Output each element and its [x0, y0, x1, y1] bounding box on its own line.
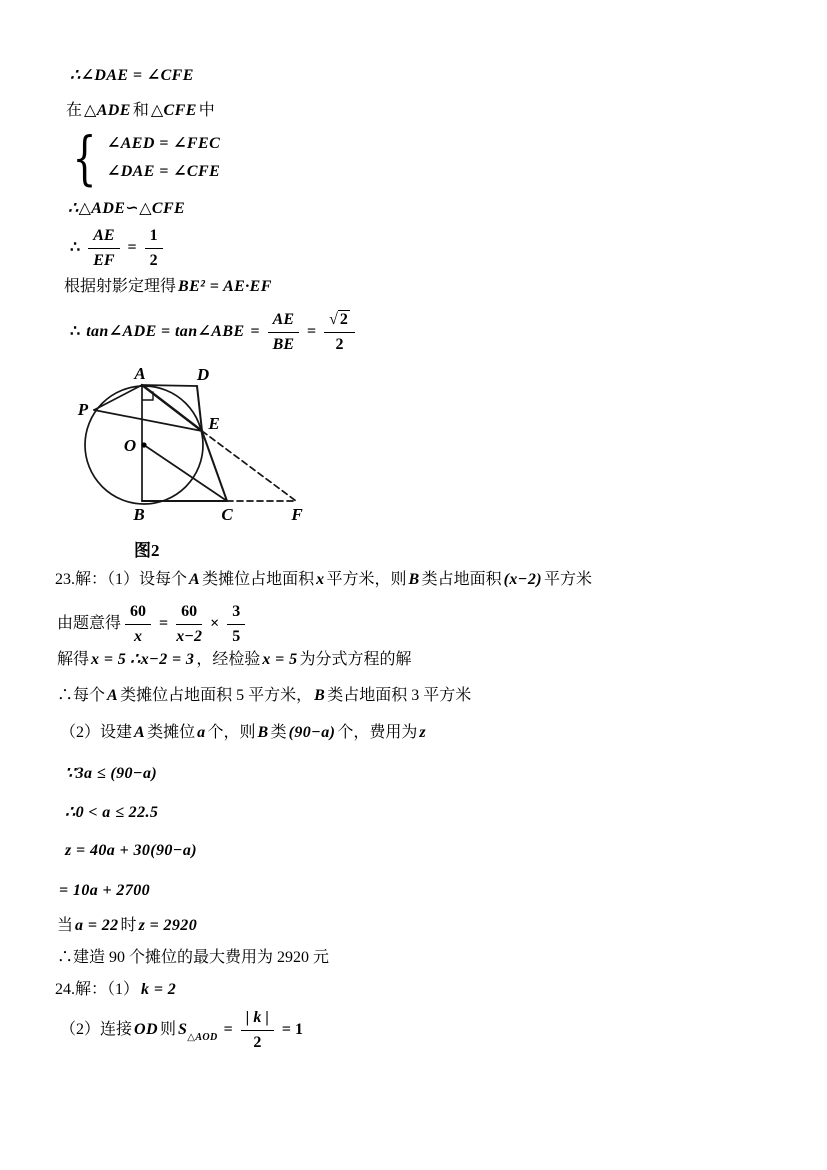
- zh-text: ，经检验: [196, 651, 261, 668]
- math-text: tan∠ADE = tan∠ABE: [86, 323, 245, 341]
- q24-part2-line: [60, 1008, 307, 1054]
- segment-ae: [142, 385, 202, 431]
- therefore-symbol: ∴: [70, 323, 81, 341]
- math-text: △ADE: [84, 102, 131, 119]
- equals-sign: =: [223, 1021, 233, 1039]
- zh-text: （2）连接: [60, 1021, 133, 1039]
- label-f: F: [291, 505, 303, 524]
- q23-inequality-line: [63, 764, 159, 785]
- numerator: 1: [145, 226, 163, 249]
- zh-text: 类摊位占地面积 5 平方米，: [120, 687, 313, 704]
- zh-text: 解得: [57, 651, 90, 668]
- zh-text: 为分式方程的解: [299, 651, 412, 668]
- math-text: A: [189, 571, 201, 588]
- zh-text: 由题意得: [57, 615, 122, 633]
- proof-line-in-triangles: [66, 101, 215, 122]
- math-text: ∵3a ≤ (90−a): [65, 765, 158, 782]
- therefore-symbol: ∴: [70, 239, 81, 257]
- label-e: E: [208, 414, 220, 433]
- math-text: A: [107, 687, 119, 704]
- zh-text: 23.解：（1）设每个: [55, 571, 188, 588]
- q24-part1-line: [55, 980, 178, 1001]
- zh-text: 类: [270, 724, 287, 741]
- s-letter: S: [177, 1020, 188, 1038]
- segment-oc: [144, 445, 227, 501]
- triangle-subscript: △AOD: [187, 1031, 218, 1043]
- math-text: k = 2: [141, 981, 177, 998]
- q23-simplified-line: [57, 881, 152, 902]
- math-text: x: [316, 571, 325, 588]
- math-text: z: [419, 724, 427, 741]
- math-text: B: [408, 571, 420, 588]
- equals-sign: =: [307, 323, 317, 341]
- zh-text: ∴建造 90 个摊位的最大费用为 2920 元: [57, 949, 330, 966]
- math-text: z = 2920: [138, 917, 198, 934]
- math-text: B: [257, 724, 269, 741]
- math-text: a: [197, 724, 206, 741]
- q23-final-conclusion-line: [57, 948, 329, 969]
- math-text: OD: [134, 1021, 158, 1039]
- math-text: = 10a + 2700: [59, 882, 151, 899]
- q23-equation-line: [57, 602, 249, 648]
- multiply-sign: ×: [210, 615, 220, 633]
- zh-text: 类摊位: [147, 724, 196, 741]
- equals-sign: =: [159, 615, 169, 633]
- radical-sign: √: [329, 311, 338, 328]
- q23-setup-line: [55, 570, 592, 591]
- proof-line-similar: [66, 199, 187, 220]
- math-text: (x−2): [503, 571, 542, 588]
- zh-text: 当: [57, 917, 74, 934]
- denominator: 5: [232, 627, 241, 645]
- math-text: B: [314, 687, 326, 704]
- numerator: 60: [176, 602, 202, 625]
- zh-text: 平方米，则: [326, 571, 407, 588]
- zh-text: 则: [159, 1021, 176, 1039]
- label-a: A: [134, 364, 146, 383]
- fraction-ae-ef: [88, 226, 119, 272]
- denominator: x: [134, 627, 143, 645]
- equals-one: = 1: [281, 1021, 303, 1039]
- denominator: 2: [253, 1033, 262, 1051]
- zh-text: 根据射影定理得: [64, 278, 177, 295]
- proof-line-dae-cfe: [68, 66, 196, 87]
- figure-caption: 图2: [134, 541, 160, 560]
- label-b: B: [133, 505, 145, 524]
- zh-text: 类摊位占地面积: [202, 571, 315, 588]
- denominator: 2: [149, 251, 158, 269]
- q23-part2-setup-line: [60, 723, 428, 744]
- denominator: x−2: [176, 627, 202, 645]
- math-text: ∴∠DAE = ∠CFE: [70, 67, 194, 84]
- fraction-sqrt2-2: [324, 310, 355, 356]
- zh-text: ∴每个: [57, 687, 106, 704]
- zh-text: 个，则: [207, 724, 256, 741]
- proof-line-ratio: [66, 226, 167, 272]
- q23-solve-line: [57, 650, 412, 671]
- label-o: O: [123, 436, 137, 455]
- system-row-1: ∠AED = ∠FEC: [106, 134, 221, 152]
- fraction-ae-be: [268, 310, 299, 356]
- fraction-3-5: [227, 602, 245, 648]
- math-text: x = 5: [91, 651, 127, 668]
- equals-sign: =: [250, 323, 260, 341]
- zh-text: 和: [132, 102, 149, 119]
- fraction-k-2: [241, 1008, 274, 1054]
- zh-text: 类占地面积 3 平方米: [327, 687, 472, 704]
- q23-conclusion1-line: [57, 686, 471, 707]
- fraction-60-x: [125, 602, 151, 648]
- numerator: 3: [227, 602, 245, 625]
- radicand: 2: [339, 311, 348, 328]
- tangent-line: [66, 310, 359, 356]
- math-text: ∴0 < a ≤ 22.5: [65, 804, 159, 821]
- math-text: x = 5: [262, 651, 298, 668]
- system-row-2: ∠DAE = ∠CFE: [106, 162, 221, 180]
- denominator: EF: [93, 251, 115, 269]
- numerator: AE: [88, 226, 119, 249]
- math-text: ∴x−2 = 3: [130, 651, 195, 668]
- label-d: D: [196, 365, 210, 384]
- equation-system: [66, 124, 222, 192]
- projection-theorem-line: [64, 277, 274, 298]
- math-text: a = 22: [75, 917, 119, 934]
- label-p: P: [77, 400, 89, 419]
- zh-text: 在: [66, 102, 83, 119]
- geometry-figure: [64, 360, 344, 570]
- zh-text: 时: [120, 917, 137, 934]
- q23-range-line: [63, 803, 160, 824]
- math-text: z = 40a + 30(90−a): [65, 842, 198, 859]
- center-point-o: [141, 442, 146, 447]
- label-c: C: [221, 505, 233, 524]
- segment-ec: [202, 431, 227, 501]
- circle-diagram: [64, 360, 344, 528]
- zh-text: 24.解：（1）: [55, 981, 140, 998]
- area-symbol: [178, 1020, 218, 1042]
- left-brace: {: [72, 124, 97, 192]
- equals-sign: =: [127, 239, 137, 257]
- math-text: △CFE: [150, 102, 197, 119]
- dashed-segment-ef: [202, 431, 296, 501]
- denominator: BE: [272, 335, 294, 353]
- zh-text: 中: [198, 102, 215, 119]
- q23-max-value-line: [57, 916, 199, 937]
- zh-text: 平方米: [543, 571, 592, 588]
- fraction-one-half: [145, 226, 163, 272]
- segment-ad: [142, 385, 197, 386]
- fraction-60-xminus2: [176, 602, 202, 648]
- zh-text: 类占地面积: [421, 571, 502, 588]
- math-text: BE² = AE·EF: [178, 278, 272, 295]
- segment-pe: [94, 410, 202, 431]
- math-text: (90−a): [288, 724, 336, 741]
- math-text: ∴△ADE∽△CFE: [68, 200, 186, 217]
- numerator: AE: [268, 310, 299, 333]
- denominator: 2: [335, 335, 344, 353]
- numerator: 60: [125, 602, 151, 625]
- zh-text: （2）设建: [60, 724, 133, 741]
- math-text: A: [134, 724, 146, 741]
- zh-text: 个，费用为: [337, 724, 418, 741]
- segment-pa: [94, 385, 142, 410]
- q23-cost-function-line: [63, 841, 199, 862]
- numerator: | k |: [241, 1008, 274, 1031]
